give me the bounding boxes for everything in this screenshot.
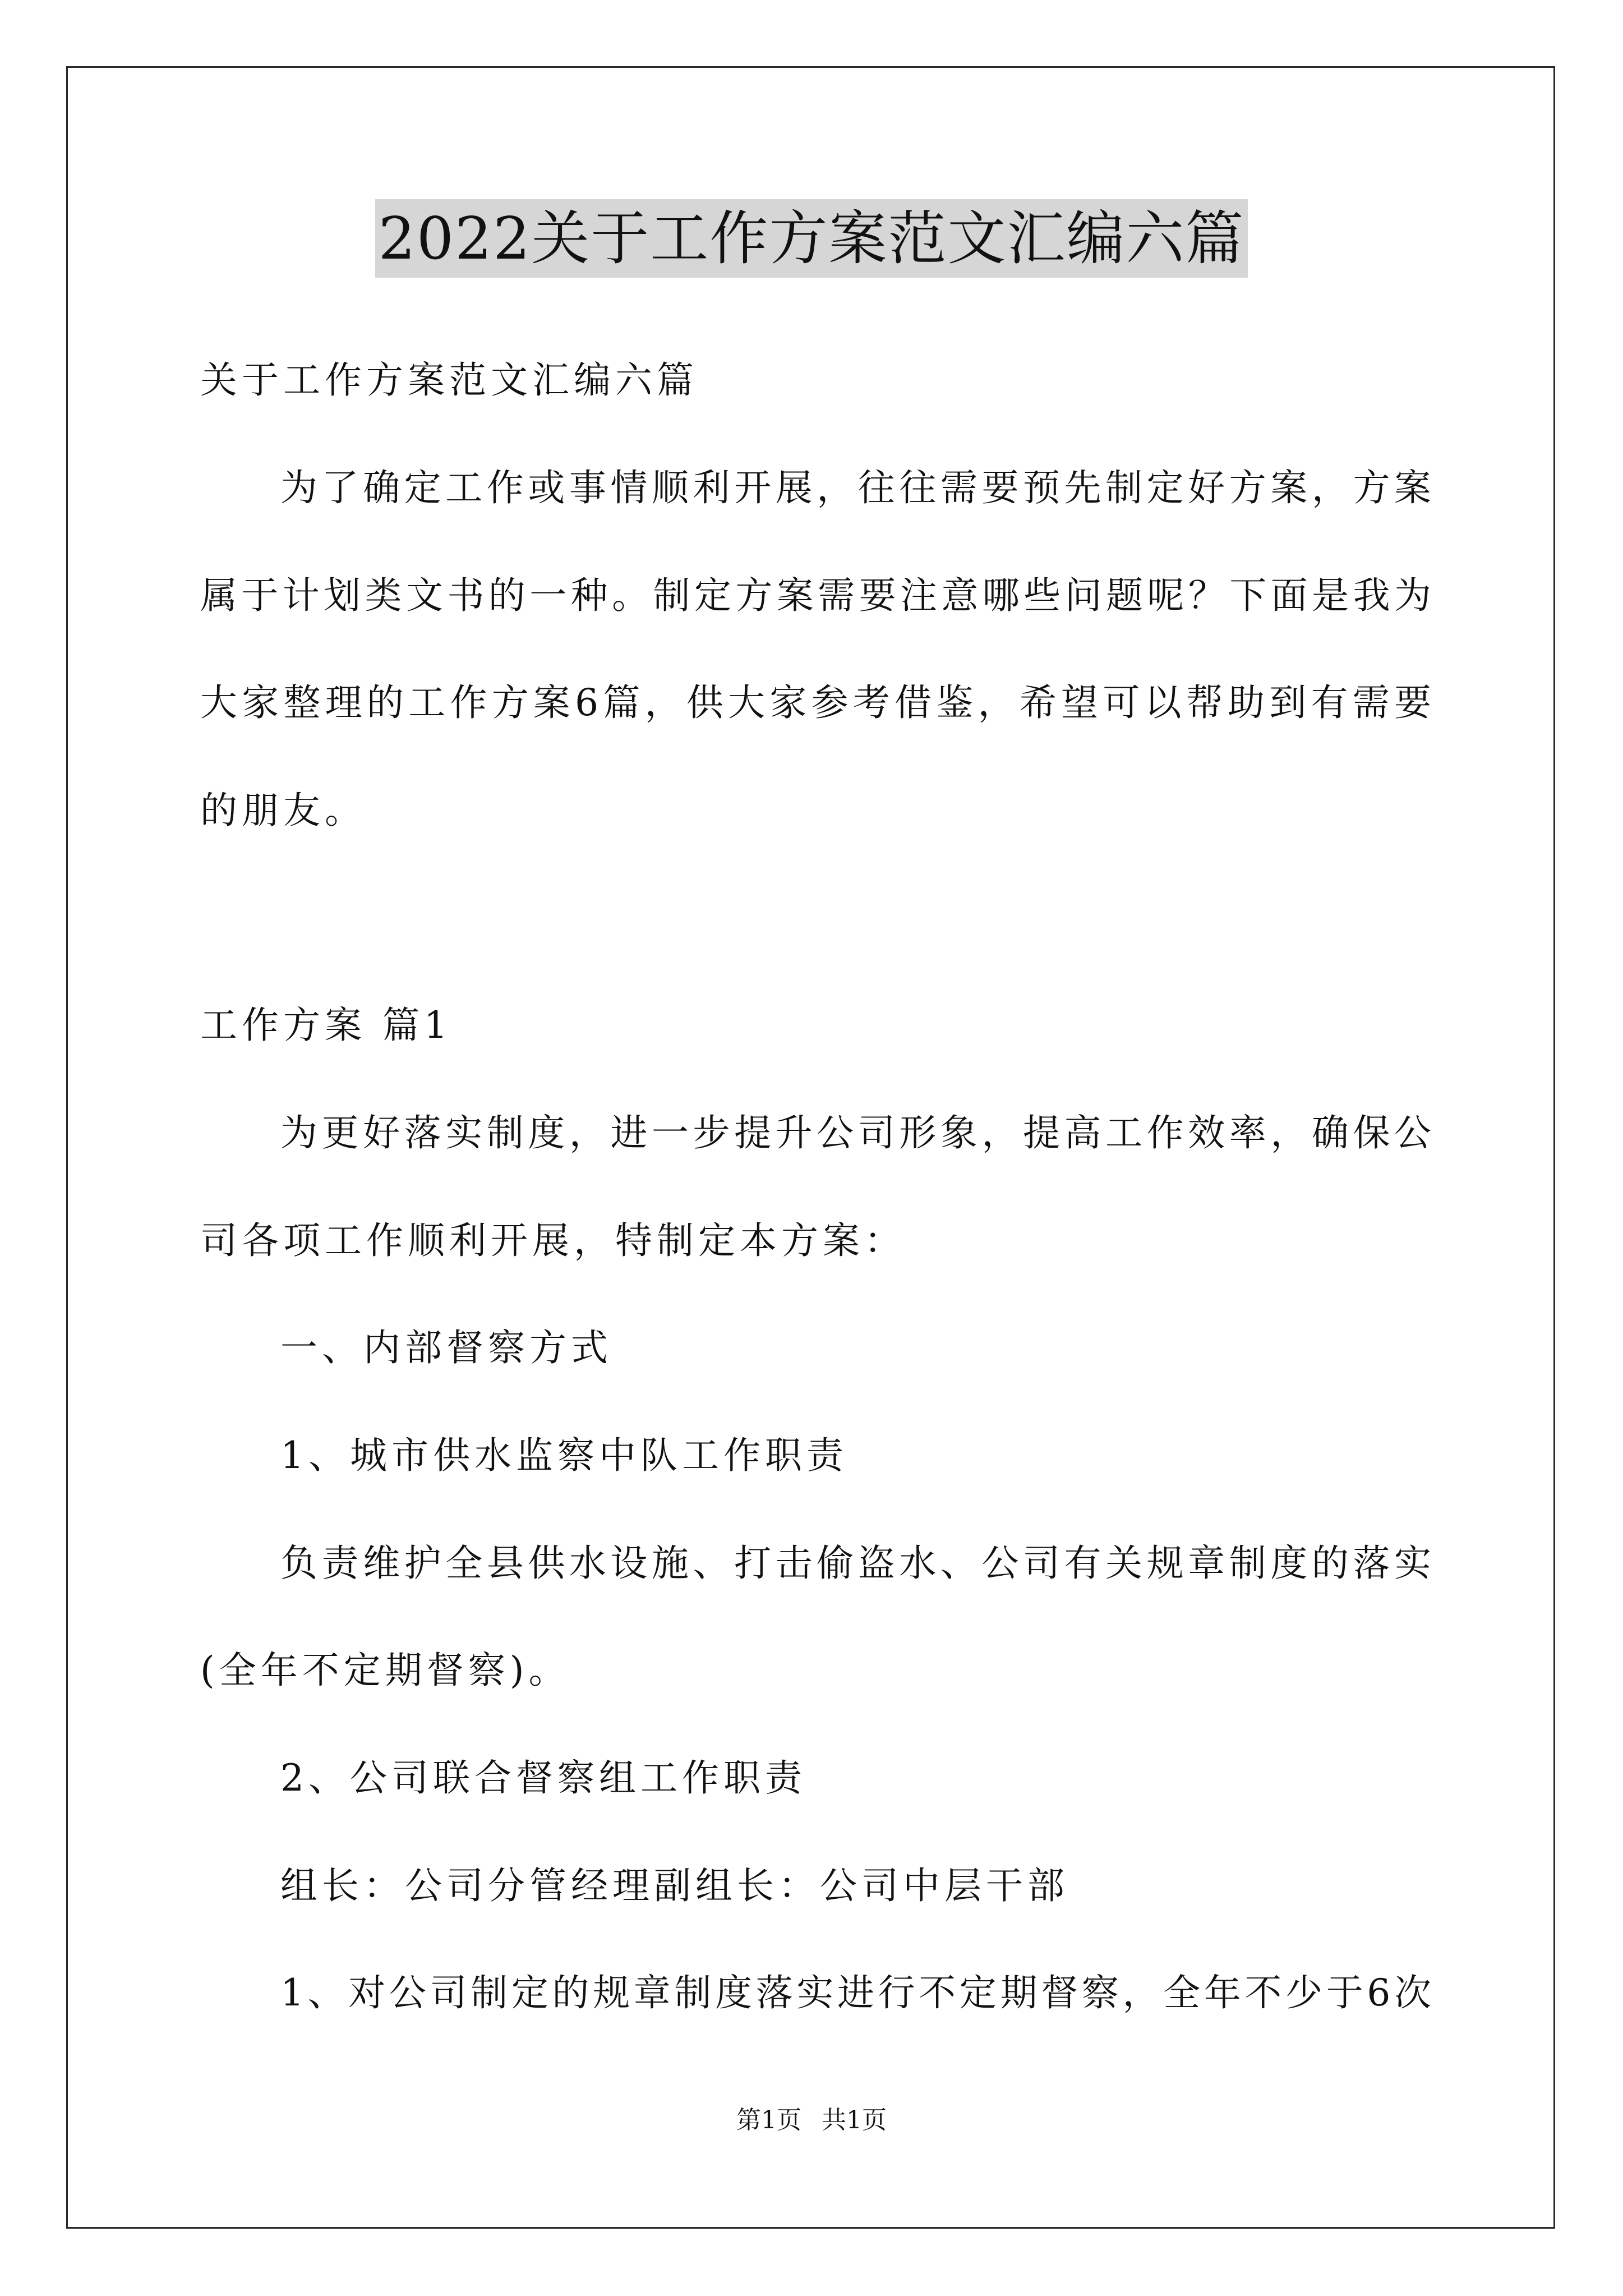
section-heading: 工作方案 篇1 xyxy=(200,1004,452,1047)
intro-line: 属于计划类文书的一种。制定方案需要注意哪些问题呢？下面是我为 xyxy=(200,574,1431,617)
title-container xyxy=(0,199,1623,278)
body-line: 2、公司联合督察组工作职责 xyxy=(280,1756,806,1800)
page-footer xyxy=(0,2105,1623,2136)
body-line: 为更好落实制度，进一步提升公司形象，提高工作效率，确保公 xyxy=(280,1111,1431,1154)
body-line: 1、对公司制定的规章制度落实进行不定期督察，全年不少于6次 xyxy=(280,1971,1431,2014)
document-title: 2022关于工作方案范文汇编六篇 xyxy=(375,199,1248,278)
body-line: 1、城市供水监察中队工作职责 xyxy=(280,1434,848,1477)
document-subtitle: 关于工作方案范文汇编六篇 xyxy=(200,358,698,402)
intro-line: 为了确定工作或事情顺利开展，往往需要预先制定好方案，方案 xyxy=(280,466,1431,509)
page-number: 第1页 xyxy=(736,2106,801,2134)
body-line: 负责维护全县供水设施、打击偷盗水、公司有关规章制度的落实 xyxy=(280,1542,1431,1585)
body-line: 司各项工作顺利开展，特制定本方案： xyxy=(200,1219,906,1262)
body-line: 一、内部督察方式 xyxy=(280,1326,612,1369)
page-total: 共1页 xyxy=(822,2106,887,2134)
intro-line: 的朋友。 xyxy=(200,789,366,832)
body-line: 组长：公司分管经理副组长：公司中层干部 xyxy=(280,1864,1069,1907)
body-line: (全年不定期督察)。 xyxy=(200,1649,570,1692)
intro-line: 大家整理的工作方案6篇，供大家参考借鉴，希望可以帮助到有需要 xyxy=(200,681,1431,724)
